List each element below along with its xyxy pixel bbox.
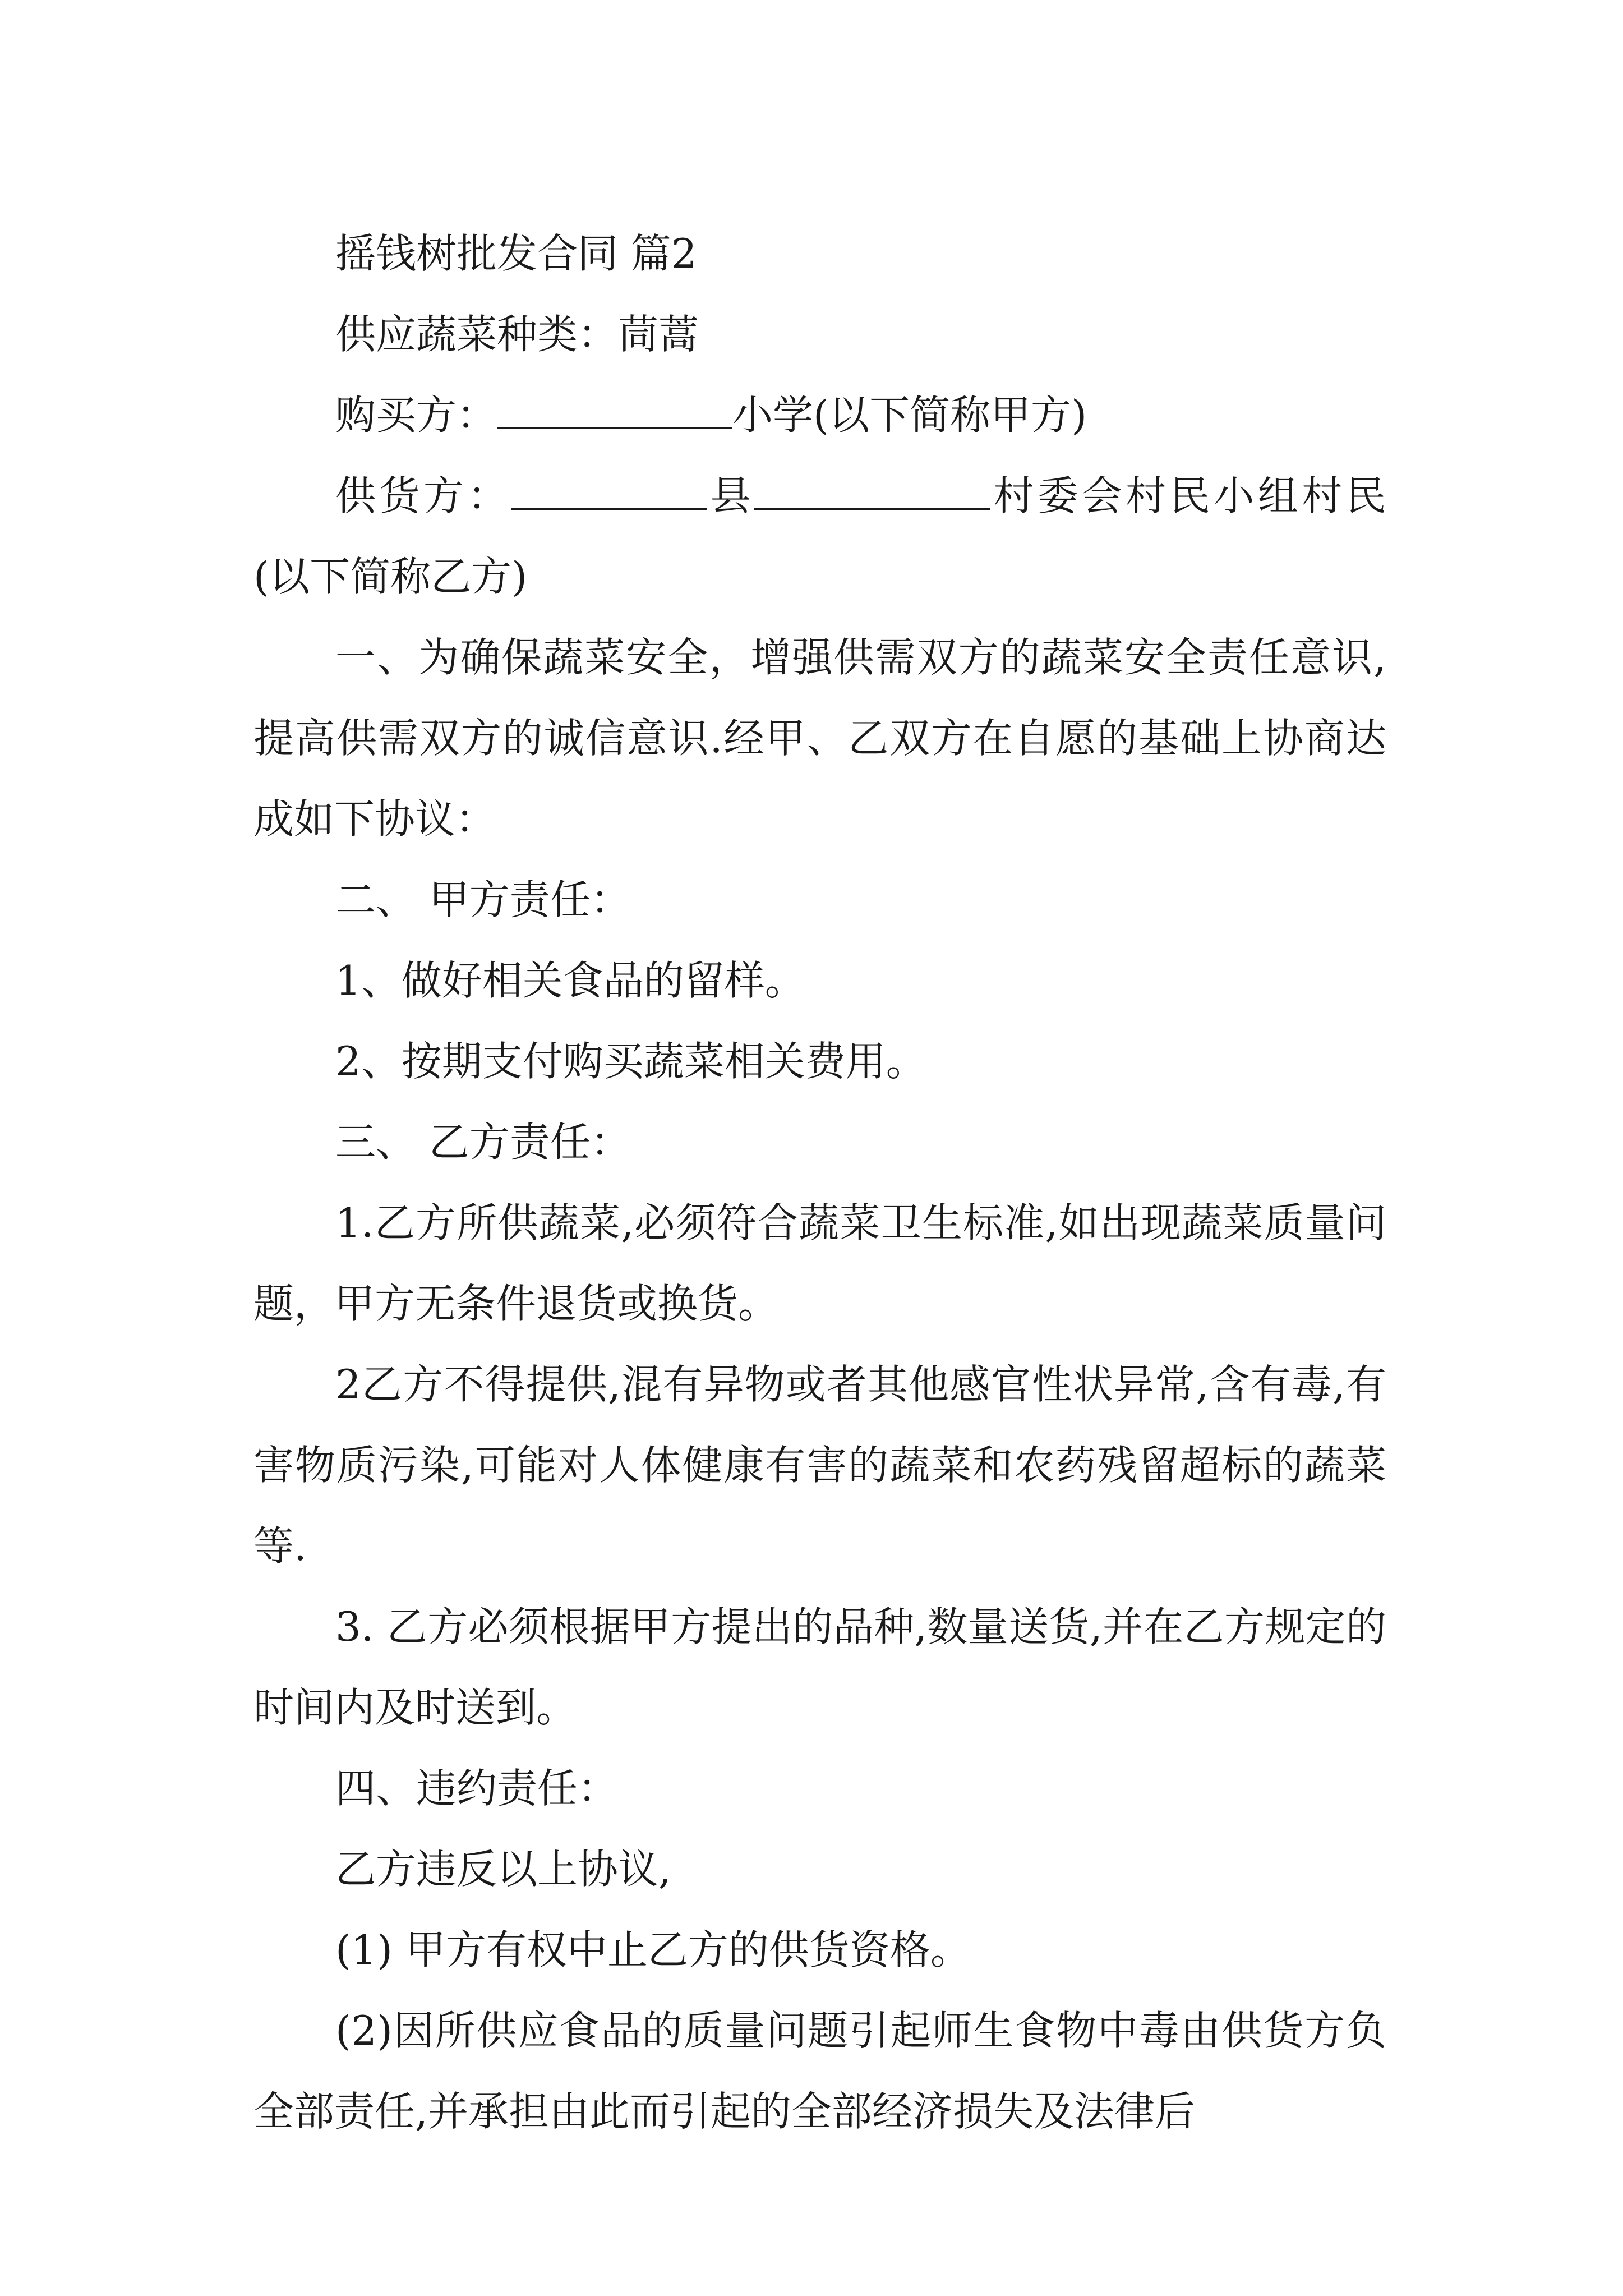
supplier-village-blank bbox=[754, 461, 990, 510]
supplier-village-label: 村委会村民小组村民(以下简称乙方) bbox=[253, 472, 1386, 600]
section-3-item: 2乙方不得提供,混有异物或者其他感官性状异常,含有毒,有害物质污染,可能对人体健康有害的蔬菜和农药残留超标的蔬菜等. bbox=[253, 1361, 1386, 1570]
buyer-line bbox=[253, 375, 1386, 455]
section-4-item: (2)因所供应食品的质量问题引起师生食物中毒由供货方负全部责任,并承担由此而引起的全部经济损失及法律后 bbox=[253, 2007, 1386, 2135]
vegetable-type-line: 供应蔬菜种类：茼蒿 bbox=[335, 311, 699, 358]
supplier-line bbox=[253, 455, 1386, 617]
document-title: 摇钱树批发合同 篇2 bbox=[335, 230, 697, 277]
buyer-name-blank bbox=[497, 380, 732, 429]
section-2-heading: 二、 甲方责任： bbox=[335, 876, 631, 923]
section-2-item: 1、做好相关食品的留样。 bbox=[335, 957, 805, 1004]
supplier-county-label: 县 bbox=[707, 472, 755, 519]
section-3-item: 1.乙方所供蔬菜,必须符合蔬菜卫生标准,如出现蔬菜质量问题，甲方无条件退货或换货。 bbox=[253, 1199, 1386, 1327]
clause-1: 一、为确保蔬菜安全，增强供需双方的蔬菜安全责任意识,提高供需双方的诚信意识.经甲、乙双方在自愿的基础上协商达成如下协议： bbox=[253, 634, 1386, 843]
contract-page bbox=[253, 213, 1386, 2152]
section-4-item: (1) 甲方有权中止乙方的供货资格。 bbox=[335, 1926, 971, 1973]
buyer-label: 购买方： bbox=[335, 392, 497, 439]
supplier-county-blank bbox=[511, 461, 707, 510]
section-4-heading: 四、违约责任： bbox=[335, 1765, 619, 1812]
section-3-item: 3. 乙方必须根据甲方提出的品种,数量送货,并在乙方规定的时间内及时送到。 bbox=[253, 1603, 1386, 1731]
section-3-heading: 三、 乙方责任： bbox=[335, 1119, 631, 1166]
section-4-intro: 乙方违反以上协议, bbox=[335, 1846, 671, 1893]
section-2-item: 2、按期支付购买蔬菜相关费用。 bbox=[335, 1038, 926, 1085]
buyer-suffix: 小学(以下简称甲方) bbox=[732, 392, 1087, 439]
supplier-label: 供货方： bbox=[335, 472, 512, 519]
